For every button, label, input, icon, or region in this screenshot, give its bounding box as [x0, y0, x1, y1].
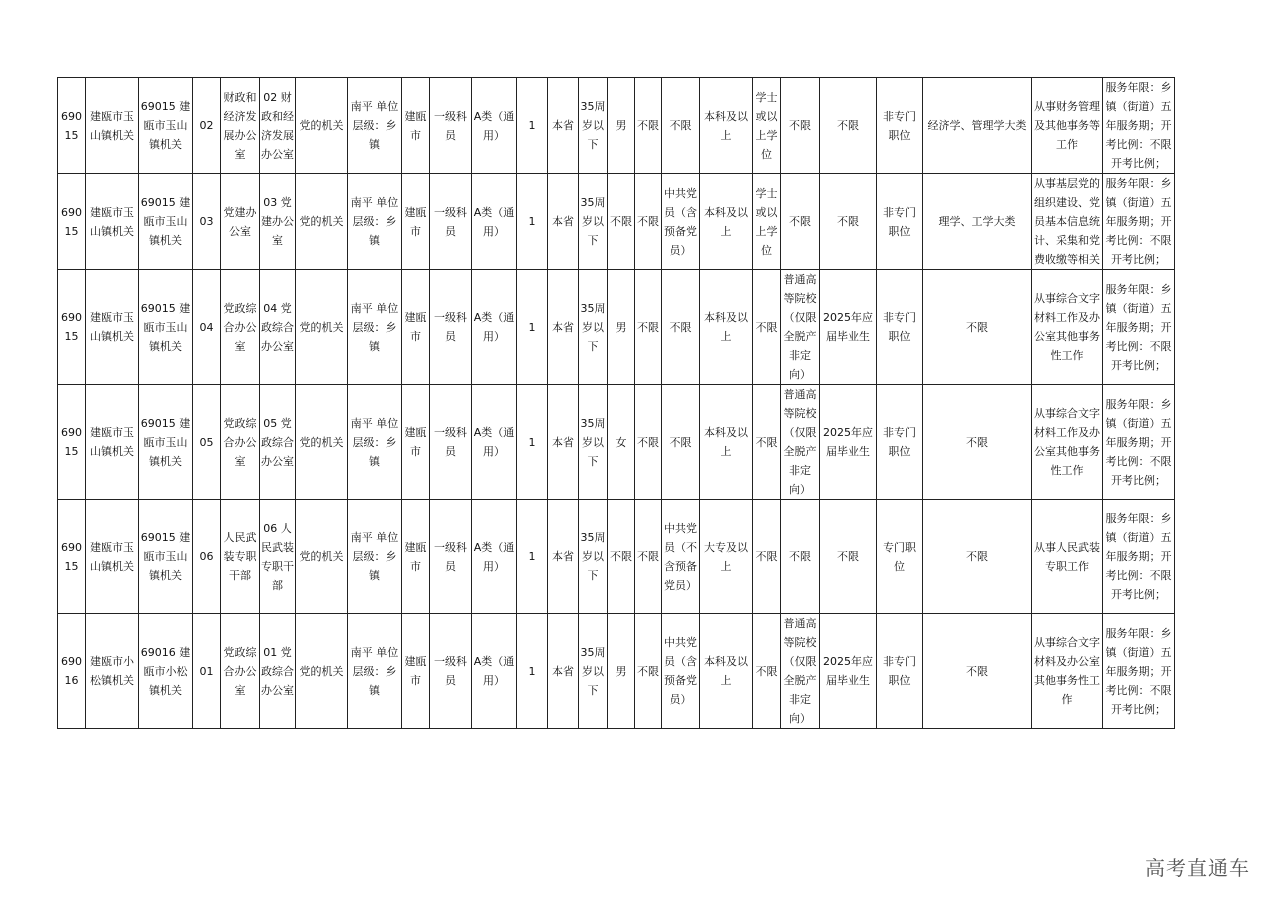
cell-unit-level: 南平 单位层级：乡镇 — [348, 614, 402, 729]
cell-special-position: 专门职位 — [877, 500, 923, 614]
cell-age: 35周岁以下 — [579, 78, 608, 174]
cell-unit-code: 69015 建瓯市玉山镇机关 — [139, 174, 193, 270]
cell-recruit-count: 1 — [517, 500, 548, 614]
cell-county: 建瓯市 — [402, 270, 430, 385]
cell-ethnicity: 不限 — [635, 614, 662, 729]
cell-county: 建瓯市 — [402, 385, 430, 500]
cell-origin: 本省 — [548, 78, 579, 174]
cell-unit-code: 69015 建瓯市玉山镇机关 — [139, 500, 193, 614]
cell-unit-nature: 党的机关 — [296, 500, 348, 614]
cell-exam-type: A类（通用） — [472, 614, 517, 729]
cell-source: 不限 — [781, 174, 820, 270]
cell-county: 建瓯市 — [402, 500, 430, 614]
cell-duty: 从事综合文字材料工作及办公室其他事务性工作 — [1032, 385, 1103, 500]
cell-rank: 一级科员 — [430, 270, 472, 385]
cell-rank: 一级科员 — [430, 174, 472, 270]
cell-exam-type: A类（通用） — [472, 500, 517, 614]
cell-ethnicity: 不限 — [635, 500, 662, 614]
cell-ethnicity: 不限 — [635, 78, 662, 174]
cell-origin: 本省 — [548, 614, 579, 729]
cell-unit-code: 69016 建瓯市小松镇机关 — [139, 614, 193, 729]
cell-unit: 建瓯市玉山镇机关 — [86, 174, 139, 270]
cell-special-position: 非专门职位 — [877, 385, 923, 500]
cell-position-no: 04 — [193, 270, 221, 385]
cell-graduate: 2025年应届毕业生 — [820, 614, 877, 729]
cell-degree: 不限 — [753, 500, 781, 614]
cell-major: 不限 — [923, 500, 1032, 614]
cell-recruit-count: 1 — [517, 174, 548, 270]
cell-position-no: 01 — [193, 614, 221, 729]
cell-ethnicity: 不限 — [635, 385, 662, 500]
cell-recruit-count: 1 — [517, 78, 548, 174]
cell-education: 本科及以上 — [700, 78, 753, 174]
cell-origin: 本省 — [548, 385, 579, 500]
cell-unit: 建瓯市玉山镇机关 — [86, 270, 139, 385]
cell-code: 69016 — [58, 614, 86, 729]
cell-source: 不限 — [781, 78, 820, 174]
cell-position-name: 01 党政综合办公室 — [260, 614, 296, 729]
cell-gender: 女 — [608, 385, 635, 500]
cell-major: 经济学、管理学大类 — [923, 78, 1032, 174]
cell-duty: 从事综合文字材料工作及办公室其他事务性工作 — [1032, 270, 1103, 385]
cell-special-position: 非专门职位 — [877, 270, 923, 385]
cell-ethnicity: 不限 — [635, 270, 662, 385]
cell-political-status: 中共党员（含预备党员） — [662, 614, 700, 729]
cell-department: 党建办公室 — [221, 174, 260, 270]
cell-age: 35周岁以下 — [579, 270, 608, 385]
cell-unit-nature: 党的机关 — [296, 78, 348, 174]
cell-unit-code: 69015 建瓯市玉山镇机关 — [139, 385, 193, 500]
cell-unit-nature: 党的机关 — [296, 270, 348, 385]
cell-gender: 不限 — [608, 174, 635, 270]
cell-code: 69015 — [58, 270, 86, 385]
cell-department: 人民武装专职干部 — [221, 500, 260, 614]
cell-unit-level: 南平 单位层级：乡镇 — [348, 500, 402, 614]
cell-code: 69015 — [58, 174, 86, 270]
cell-exam-type: A类（通用） — [472, 270, 517, 385]
cell-position-name: 05 党政综合办公室 — [260, 385, 296, 500]
cell-education: 本科及以上 — [700, 174, 753, 270]
cell-political-status: 不限 — [662, 385, 700, 500]
cell-position-name: 03 党建办公室 — [260, 174, 296, 270]
cell-exam-type: A类（通用） — [472, 385, 517, 500]
cell-position-name: 04 党政综合办公室 — [260, 270, 296, 385]
cell-unit: 建瓯市玉山镇机关 — [86, 500, 139, 614]
cell-political-status: 中共党员（含预备党员） — [662, 174, 700, 270]
cell-unit-level: 南平 单位层级：乡镇 — [348, 385, 402, 500]
cell-education: 本科及以上 — [700, 270, 753, 385]
table-row — [58, 385, 1175, 500]
cell-department: 财政和经济发展办公室 — [221, 78, 260, 174]
table-row — [58, 614, 1175, 729]
cell-major: 不限 — [923, 385, 1032, 500]
cell-position-no: 03 — [193, 174, 221, 270]
cell-duty: 从事财务管理及其他事务等工作 — [1032, 78, 1103, 174]
cell-age: 35周岁以下 — [579, 174, 608, 270]
cell-department: 党政综合办公室 — [221, 614, 260, 729]
cell-position-name: 02 财政和经济发展办公室 — [260, 78, 296, 174]
cell-exam-type: A类（通用） — [472, 78, 517, 174]
cell-code: 69015 — [58, 78, 86, 174]
cell-major: 不限 — [923, 270, 1032, 385]
watermark: 高考直通车 — [1145, 856, 1250, 880]
cell-special-position: 非专门职位 — [877, 614, 923, 729]
cell-code: 69015 — [58, 385, 86, 500]
cell-source: 普通高等院校（仅限全脱产非定向） — [781, 270, 820, 385]
position-table — [57, 77, 1175, 729]
cell-unit-nature: 党的机关 — [296, 174, 348, 270]
cell-county: 建瓯市 — [402, 174, 430, 270]
table-row — [58, 174, 1175, 270]
cell-department: 党政综合办公室 — [221, 385, 260, 500]
cell-note: 服务年限：乡镇（街道）五年服务期；开考比例：不限开考比例； — [1103, 500, 1175, 614]
cell-rank: 一级科员 — [430, 78, 472, 174]
cell-education: 本科及以上 — [700, 614, 753, 729]
cell-graduate: 不限 — [820, 78, 877, 174]
cell-rank: 一级科员 — [430, 614, 472, 729]
cell-graduate: 不限 — [820, 174, 877, 270]
cell-political-status: 不限 — [662, 78, 700, 174]
cell-age: 35周岁以下 — [579, 385, 608, 500]
cell-note: 服务年限：乡镇（街道）五年服务期；开考比例：不限开考比例； — [1103, 174, 1175, 270]
cell-position-no: 05 — [193, 385, 221, 500]
cell-gender: 男 — [608, 78, 635, 174]
cell-unit: 建瓯市玉山镇机关 — [86, 78, 139, 174]
cell-rank: 一级科员 — [430, 500, 472, 614]
cell-origin: 本省 — [548, 174, 579, 270]
cell-degree: 学士或以上学位 — [753, 78, 781, 174]
cell-duty: 从事基层党的组织建设、党员基本信息统计、采集和党费收缴等相关 — [1032, 174, 1103, 270]
cell-major: 理学、工学大类 — [923, 174, 1032, 270]
cell-rank: 一级科员 — [430, 385, 472, 500]
table-row — [58, 78, 1175, 174]
cell-source: 不限 — [781, 500, 820, 614]
table-row — [58, 500, 1175, 614]
cell-education: 本科及以上 — [700, 385, 753, 500]
cell-degree: 不限 — [753, 385, 781, 500]
cell-political-status: 中共党员（不含预备党员） — [662, 500, 700, 614]
cell-unit-level: 南平 单位层级：乡镇 — [348, 270, 402, 385]
cell-unit-level: 南平 单位层级：乡镇 — [348, 78, 402, 174]
cell-duty: 从事人民武装专职工作 — [1032, 500, 1103, 614]
cell-origin: 本省 — [548, 500, 579, 614]
cell-position-no: 02 — [193, 78, 221, 174]
cell-county: 建瓯市 — [402, 614, 430, 729]
cell-source: 普通高等院校（仅限全脱产非定向） — [781, 385, 820, 500]
cell-age: 35周岁以下 — [579, 500, 608, 614]
cell-position-no: 06 — [193, 500, 221, 614]
cell-gender: 不限 — [608, 500, 635, 614]
table-row — [58, 270, 1175, 385]
cell-major: 不限 — [923, 614, 1032, 729]
cell-degree: 不限 — [753, 270, 781, 385]
cell-gender: 男 — [608, 270, 635, 385]
cell-graduate: 2025年应届毕业生 — [820, 385, 877, 500]
cell-recruit-count: 1 — [517, 614, 548, 729]
cell-graduate: 不限 — [820, 500, 877, 614]
cell-unit-code: 69015 建瓯市玉山镇机关 — [139, 270, 193, 385]
cell-education: 大专及以上 — [700, 500, 753, 614]
cell-age: 35周岁以下 — [579, 614, 608, 729]
cell-unit: 建瓯市小松镇机关 — [86, 614, 139, 729]
cell-unit-level: 南平 单位层级：乡镇 — [348, 174, 402, 270]
cell-recruit-count: 1 — [517, 270, 548, 385]
cell-degree: 学士或以上学位 — [753, 174, 781, 270]
cell-position-name: 06 人民武装专职干部 — [260, 500, 296, 614]
cell-source: 普通高等院校（仅限全脱产非定向） — [781, 614, 820, 729]
cell-note: 服务年限：乡镇（街道）五年服务期；开考比例：不限开考比例； — [1103, 78, 1175, 174]
cell-recruit-count: 1 — [517, 385, 548, 500]
cell-department: 党政综合办公室 — [221, 270, 260, 385]
cell-unit: 建瓯市玉山镇机关 — [86, 385, 139, 500]
cell-code: 69015 — [58, 500, 86, 614]
cell-graduate: 2025年应届毕业生 — [820, 270, 877, 385]
cell-gender: 男 — [608, 614, 635, 729]
cell-unit-nature: 党的机关 — [296, 614, 348, 729]
cell-unit-code: 69015 建瓯市玉山镇机关 — [139, 78, 193, 174]
cell-political-status: 不限 — [662, 270, 700, 385]
cell-special-position: 非专门职位 — [877, 174, 923, 270]
cell-exam-type: A类（通用） — [472, 174, 517, 270]
cell-note: 服务年限：乡镇（街道）五年服务期；开考比例：不限开考比例； — [1103, 270, 1175, 385]
cell-duty: 从事综合文字材料及办公室其他事务性工作 — [1032, 614, 1103, 729]
cell-unit-nature: 党的机关 — [296, 385, 348, 500]
cell-note: 服务年限：乡镇（街道）五年服务期；开考比例：不限开考比例； — [1103, 385, 1175, 500]
cell-special-position: 非专门职位 — [877, 78, 923, 174]
cell-degree: 不限 — [753, 614, 781, 729]
cell-ethnicity: 不限 — [635, 174, 662, 270]
cell-county: 建瓯市 — [402, 78, 430, 174]
cell-note: 服务年限：乡镇（街道）五年服务期；开考比例：不限开考比例； — [1103, 614, 1175, 729]
cell-origin: 本省 — [548, 270, 579, 385]
